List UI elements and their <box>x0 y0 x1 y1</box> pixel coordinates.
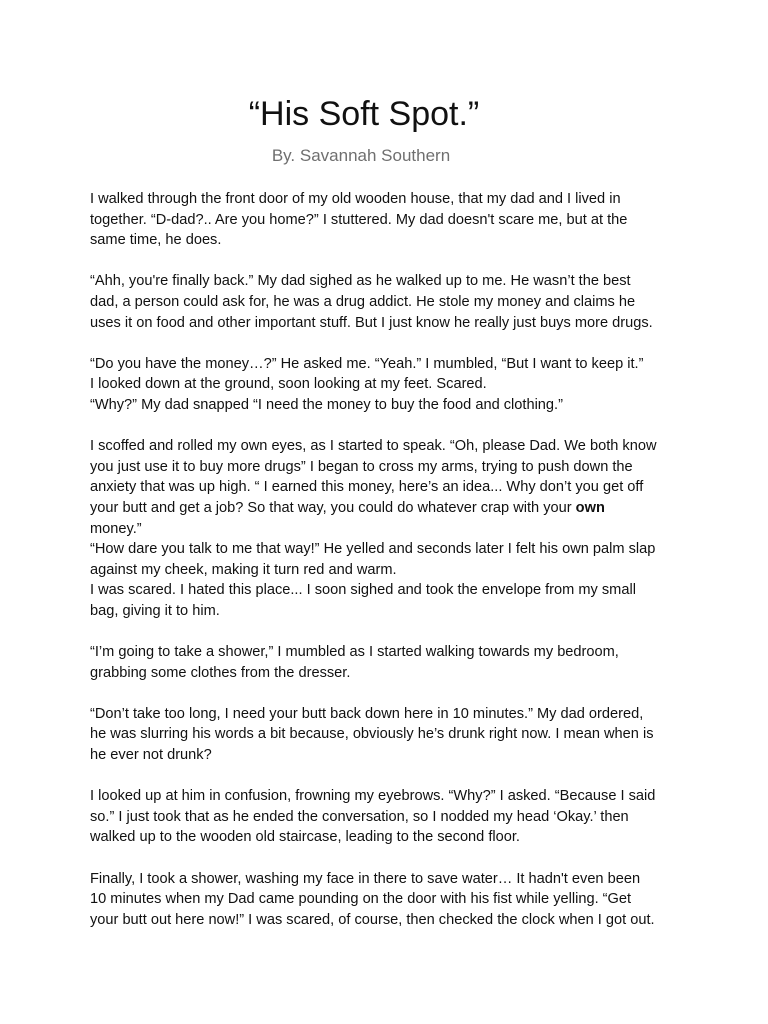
text-line: “Why?” My dad snapped “I need the money to buy the food and clothing.” <box>90 396 563 413</box>
text-line: he ever not drunk? <box>90 747 212 764</box>
text-line: walked up to the wooden old staircase, leading to the second floor. <box>90 829 520 846</box>
text-line: “How dare you talk to me that way!” He yelled and seconds later I felt his own palm slap <box>90 541 656 558</box>
text-line: uses it on food and other important stuff. But I just know he really just buys more drugs. <box>90 314 653 331</box>
text-line: dad, a person could ask for, he was a drug addict. He stole my money and claims he <box>90 293 636 310</box>
author-byline: By. Savannah Southern <box>271 146 451 165</box>
paragraph-8 <box>90 869 690 931</box>
text-line: against my cheek, making it turn red and warm. <box>90 561 397 578</box>
text-line: “Don’t take too long, I need your butt back down here in 10 minutes.” My dad ordered, <box>90 705 644 722</box>
text-line: “I’m going to take a shower,” I mumbled as I started walking towards my bedroom, <box>90 644 619 661</box>
text-line: I scoffed and rolled my own eyes, as I started to speak. “Oh, please Dad. We both know <box>90 438 657 455</box>
bold-word: own <box>575 499 605 516</box>
text-line: grabbing some clothes from the dresser. <box>90 664 351 681</box>
paragraph-4 <box>90 436 690 621</box>
text-line: I looked up at him in confusion, frowning my eyebrows. “Why?” I asked. “Because I said <box>90 788 656 805</box>
text-line <box>90 498 690 519</box>
text-run: your butt and get a job? So that way, you could do whatever crap with your <box>90 499 576 516</box>
document-title: “His Soft Spot.” <box>248 95 480 133</box>
story-body <box>90 189 690 951</box>
paragraph-3 <box>90 354 690 416</box>
text-line: 10 minutes when my Dad came pounding on the door with his fist while yelling. “Get <box>90 891 632 908</box>
paragraph-6 <box>90 704 690 766</box>
text-line: together. “D-dad?.. Are you home?” I stuttered. My dad doesn't scare me, but at the <box>90 211 628 228</box>
text-line: you just use it to buy more drugs” I began to cross my arms, trying to push down the <box>90 458 633 475</box>
paragraph-2 <box>90 271 690 333</box>
text-line: so.” I just took that as he ended the conversation, so I nodded my head ‘Okay.’ then <box>90 808 629 825</box>
text-line: Finally, I took a shower, washing my face in there to save water… It hadn't even been <box>90 870 641 887</box>
text-line: he was slurring his words a bit because, obviously he’s drunk right now. I mean when is <box>90 726 654 743</box>
paragraph-1 <box>90 189 690 251</box>
text-line: anxiety that was up high. “ I earned this money, here’s an idea... Why don’t you get off <box>90 479 644 496</box>
paragraph-7 <box>90 786 690 848</box>
text-line: money.” <box>90 520 142 537</box>
text-line: your butt out here now!” I was scared, of course, then checked the clock when I got out. <box>90 911 655 928</box>
text-line: same time, he does. <box>90 232 222 249</box>
text-line: “Do you have the money…?” He asked me. “Yeah.” I mumbled, “But I want to keep it.” <box>90 355 644 372</box>
text-line: I looked down at the ground, soon looking at my feet. Scared. <box>90 376 487 393</box>
text-line: I walked through the front door of my old wooden house, that my dad and I lived in <box>90 191 621 207</box>
text-line: “Ahh, you're finally back.” My dad sighed as he walked up to me. He wasn’t the best <box>90 273 631 290</box>
text-line: I was scared. I hated this place... I soon sighed and took the envelope from my small <box>90 582 636 599</box>
paragraph-5 <box>90 642 690 683</box>
text-line: bag, giving it to him. <box>90 602 220 619</box>
